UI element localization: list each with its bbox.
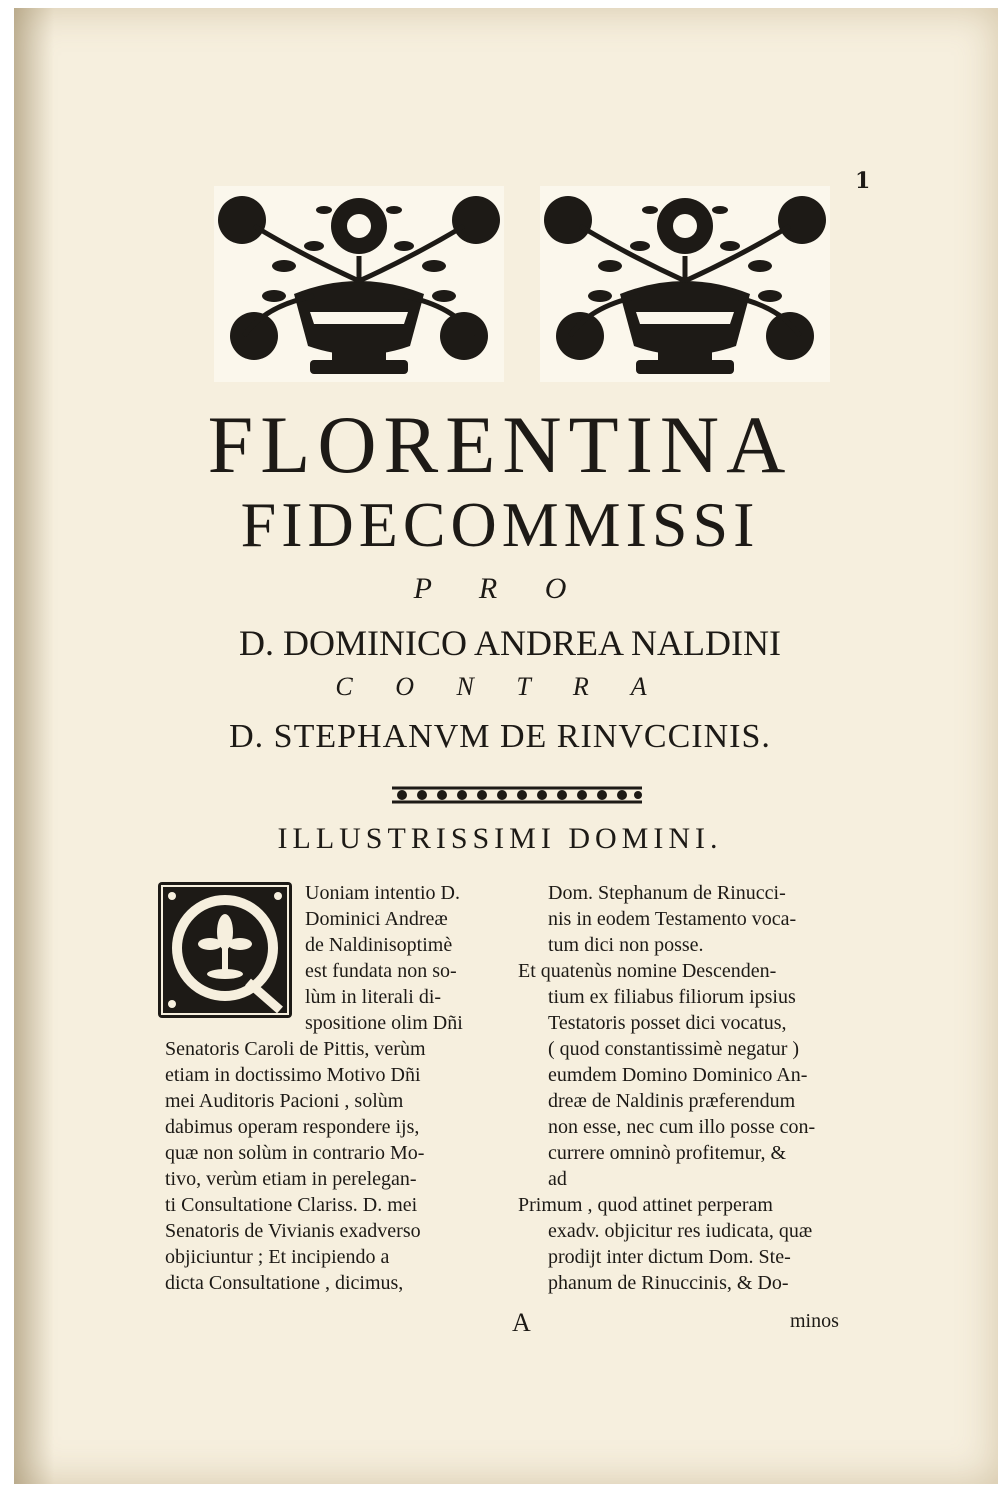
left-column-text <box>165 880 510 1296</box>
text-line: de Naldinisoptimè <box>305 934 453 956</box>
text-line: Dominici Andreæ <box>305 908 448 930</box>
text-line: tium ex filiabus filiorum ipsius <box>548 986 796 1008</box>
text-line: ad <box>548 1168 567 1190</box>
page-number: 1 <box>855 168 871 194</box>
text-line: Primum , quod attinet perperam <box>518 1194 773 1216</box>
title-fidecommissi: FIDECOMMISSI <box>240 489 760 560</box>
title-party-rinuccinis: D. STEPHANVM DE RINVCCINIS. <box>229 718 771 755</box>
flower-vase-woodcut-icon <box>214 186 504 382</box>
text-line: eumdem Domino Dominico An- <box>548 1064 808 1086</box>
title-florentina: FLORENTINA <box>207 399 793 490</box>
text-line: nis in eodem Testamento voca- <box>548 908 797 930</box>
text-line: prodijt inter dictum Dom. Ste- <box>548 1246 791 1268</box>
text-line: ( quod constantissimè negatur ) <box>548 1038 800 1060</box>
text-line: currere omninò profitemur, & <box>548 1142 787 1164</box>
text-line: dabimus operam respondere ijs, <box>165 1116 420 1138</box>
salutation: ILLUSTRISSIMI DOMINI. <box>277 822 723 855</box>
signature-mark: A <box>512 1308 531 1337</box>
title-pro: P R O <box>413 572 587 605</box>
text-line: Et quatenùs nomine Descenden- <box>518 960 777 982</box>
text-line: exadv. objicitur res iudicata, quæ <box>548 1220 813 1242</box>
fleuron-border-icon <box>388 782 646 808</box>
text-line: mei Auditoris Pacioni , solùm <box>165 1090 404 1112</box>
text-line: non esse, nec cum illo posse con- <box>548 1116 816 1138</box>
text-line: dreæ de Naldinis præferendum <box>548 1090 796 1112</box>
flower-vase-woodcut-icon <box>540 186 830 382</box>
text-line: lùm in literali di- <box>305 986 442 1008</box>
text-line: Testatoris posset dici vocatus, <box>548 1012 787 1034</box>
text-line: Senatoris de Vivianis exadverso <box>165 1220 421 1242</box>
title-party-naldini: D. DOMINICO ANDREA NALDINI <box>239 623 781 663</box>
text-line: quæ non solùm in contrario Mo- <box>165 1142 425 1164</box>
text-line: Uoniam intentio D. <box>305 882 460 904</box>
text-line: etiam in doctissimo Motivo Dñi <box>165 1064 421 1086</box>
text-line: ti Consultatione Clariss. D. mei <box>165 1194 418 1216</box>
right-column-text <box>518 880 863 1296</box>
catchword: minos <box>790 1310 839 1332</box>
text-line: objiciuntur ; Et incipiendo a <box>165 1246 390 1268</box>
text-line: spositione olim Dñi <box>305 1012 463 1034</box>
text-line: est fundata non so- <box>305 960 457 982</box>
title-contra: C O N T R A <box>335 672 665 701</box>
text-line: phanum de Rinuccinis, & Do- <box>548 1272 789 1294</box>
text-line: tum dici non posse. <box>548 934 704 956</box>
text-line: Dom. Stephanum de Rinucci- <box>548 882 786 904</box>
text-line: tivo, verùm etiam in perelegan- <box>165 1168 417 1190</box>
text-line: dicta Consultatione , dicimus, <box>165 1272 404 1294</box>
text-line: Senatoris Caroli de Pittis, verùm <box>165 1038 426 1060</box>
